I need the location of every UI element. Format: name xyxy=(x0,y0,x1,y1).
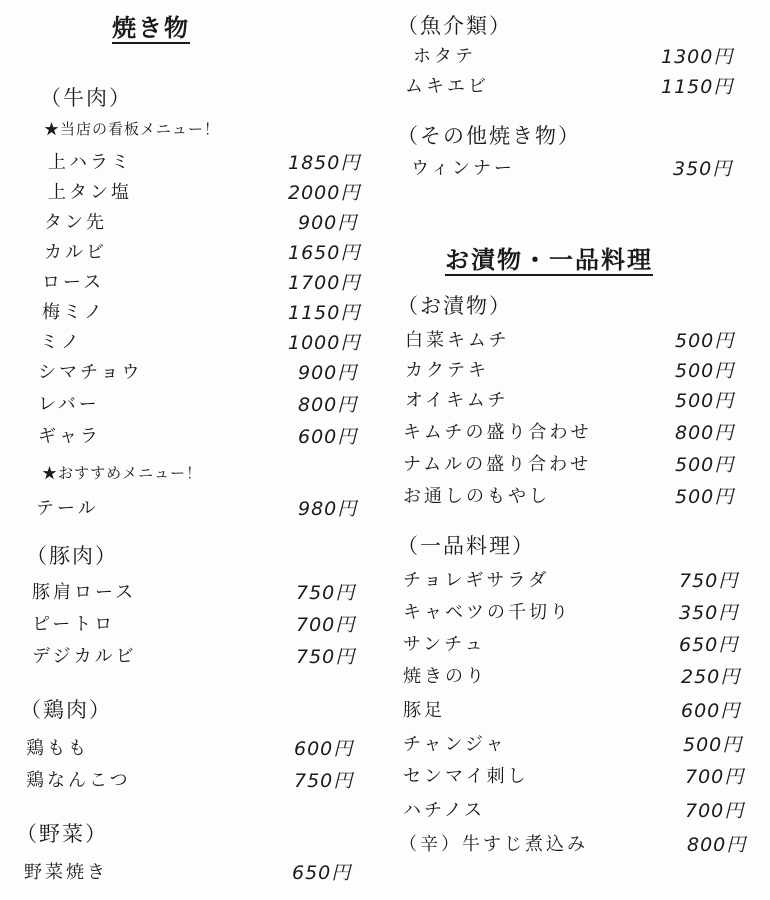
menu-item xyxy=(385,630,770,660)
item-name: オイキムチ xyxy=(405,390,509,411)
item-name: ミノ xyxy=(40,332,82,353)
item-name: 上タン塩 xyxy=(48,182,132,203)
menu-item xyxy=(385,598,770,628)
item-name: タン先 xyxy=(44,212,107,233)
menu-item xyxy=(0,178,385,208)
menu-item xyxy=(0,358,385,388)
menu-item xyxy=(385,326,770,356)
category-dishes: （一品料理） xyxy=(397,534,535,558)
item-price: 900円 xyxy=(298,362,358,384)
item-name: 豚足 xyxy=(403,700,445,721)
menu-item xyxy=(385,796,770,826)
item-name: デジカルビ xyxy=(32,646,137,667)
menu-item xyxy=(385,356,770,386)
item-price: 1850円 xyxy=(288,152,361,174)
item-name: センマイ刺し xyxy=(403,766,529,787)
item-name: カルビ xyxy=(44,242,107,263)
menu-item xyxy=(385,762,770,792)
category-beef: （牛肉） xyxy=(40,86,132,110)
item-price: 900円 xyxy=(298,212,358,234)
item-price: 750円 xyxy=(679,570,739,592)
menu-item xyxy=(0,642,385,672)
item-name: 鶏なんこつ xyxy=(26,770,131,791)
item-name: チョレギサラダ xyxy=(403,570,550,591)
item-name: ハチノス xyxy=(403,800,486,821)
menu-item xyxy=(0,422,385,452)
item-price: 500円 xyxy=(675,390,735,412)
menu-item xyxy=(385,450,770,480)
item-price: 1150円 xyxy=(661,76,734,98)
item-price: 700円 xyxy=(685,766,745,788)
item-price: 1300円 xyxy=(661,46,734,68)
menu-item xyxy=(385,418,770,448)
item-price: 700円 xyxy=(685,800,745,822)
item-price: 250円 xyxy=(681,666,741,688)
menu-item xyxy=(0,268,385,298)
menu-item xyxy=(0,766,385,796)
menu-item xyxy=(0,494,385,524)
item-price: 350円 xyxy=(679,602,739,624)
item-name: お通しのもやし xyxy=(403,486,550,507)
item-price: 500円 xyxy=(683,734,743,756)
item-price: 750円 xyxy=(296,582,356,604)
item-name: 上ハラミ xyxy=(48,152,132,173)
item-price: 750円 xyxy=(294,770,354,792)
section-title-pickles-dishes: お漬物・一品料理 xyxy=(445,245,653,274)
item-price: 500円 xyxy=(675,486,735,508)
item-name: 豚肩ロース xyxy=(32,582,137,603)
item-price: 800円 xyxy=(687,834,747,856)
item-name: 鶏もも xyxy=(26,738,89,759)
menu-item xyxy=(385,696,770,726)
item-name: ウィンナー xyxy=(411,158,515,179)
item-price: 500円 xyxy=(675,360,735,382)
item-name: ナムルの盛り合わせ xyxy=(403,454,592,475)
item-name: カクテキ xyxy=(405,360,489,381)
category-vegetables: （野菜） xyxy=(16,822,108,846)
menu-item xyxy=(385,730,770,760)
item-price: 500円 xyxy=(675,454,735,476)
category-pork: （豚肉） xyxy=(26,544,118,568)
item-price: 500円 xyxy=(675,330,735,352)
item-name: ホタテ xyxy=(413,46,476,67)
item-price: 980円 xyxy=(298,498,358,520)
menu-item xyxy=(0,328,385,358)
item-name: （辛）牛すじ煮込み xyxy=(399,834,588,855)
menu-item xyxy=(0,298,385,328)
item-price: 800円 xyxy=(675,422,735,444)
menu-item xyxy=(385,72,770,102)
item-name: キャベツの千切り xyxy=(403,602,571,623)
item-name: シマチョウ xyxy=(38,362,143,383)
menu-item xyxy=(385,154,770,184)
item-price: 1650円 xyxy=(288,242,361,264)
category-pickles: （お漬物） xyxy=(397,294,512,318)
item-name: テール xyxy=(36,498,99,519)
item-price: 1150円 xyxy=(288,302,361,324)
menu-item xyxy=(385,386,770,416)
menu-item xyxy=(0,734,385,764)
menu-item xyxy=(0,208,385,238)
note-signature: ★当店の看板メニュー！ xyxy=(44,120,221,138)
item-price: 2000円 xyxy=(288,182,361,204)
menu-item xyxy=(0,238,385,268)
menu-item xyxy=(0,578,385,608)
item-name: キムチの盛り合わせ xyxy=(403,422,592,443)
category-chicken: （鶏肉） xyxy=(20,698,112,722)
item-price: 650円 xyxy=(292,862,352,884)
item-name: 焼きのり xyxy=(403,666,487,687)
item-price: 650円 xyxy=(679,634,739,656)
item-price: 750円 xyxy=(296,646,356,668)
menu-item xyxy=(385,662,770,692)
menu-item xyxy=(0,610,385,640)
item-name: 白菜キムチ xyxy=(405,330,510,351)
item-price: 600円 xyxy=(681,700,741,722)
menu-item xyxy=(385,830,770,860)
item-name: 梅ミノ xyxy=(42,302,105,323)
menu-item xyxy=(385,566,770,596)
menu-item xyxy=(0,858,385,888)
category-other-grill: （その他焼き物） xyxy=(397,124,581,148)
item-price: 600円 xyxy=(298,426,358,448)
item-name: 野菜焼き xyxy=(24,862,108,883)
item-price: 700円 xyxy=(296,614,356,636)
item-price: 1000円 xyxy=(288,332,361,354)
item-name: ロース xyxy=(42,272,105,293)
item-name: ギャラ xyxy=(38,426,101,447)
item-name: ピートロ xyxy=(32,614,116,635)
item-price: 1700円 xyxy=(288,272,361,294)
menu-item xyxy=(0,148,385,178)
item-price: 350円 xyxy=(673,158,733,180)
category-seafood: （魚介類） xyxy=(397,14,512,38)
note-recommended: ★おすすめメニュー！ xyxy=(42,464,203,482)
section-title-yakimono: 焼き物 xyxy=(112,13,190,42)
item-name: ムキエビ xyxy=(405,76,489,97)
item-name: サンチュ xyxy=(403,634,486,655)
item-price: 600円 xyxy=(294,738,354,760)
item-price: 800円 xyxy=(298,394,358,416)
item-name: チャンジャ xyxy=(403,734,507,755)
menu-item xyxy=(385,42,770,72)
menu-item xyxy=(385,482,770,512)
menu-item xyxy=(0,390,385,420)
item-name: レバー xyxy=(38,394,100,415)
